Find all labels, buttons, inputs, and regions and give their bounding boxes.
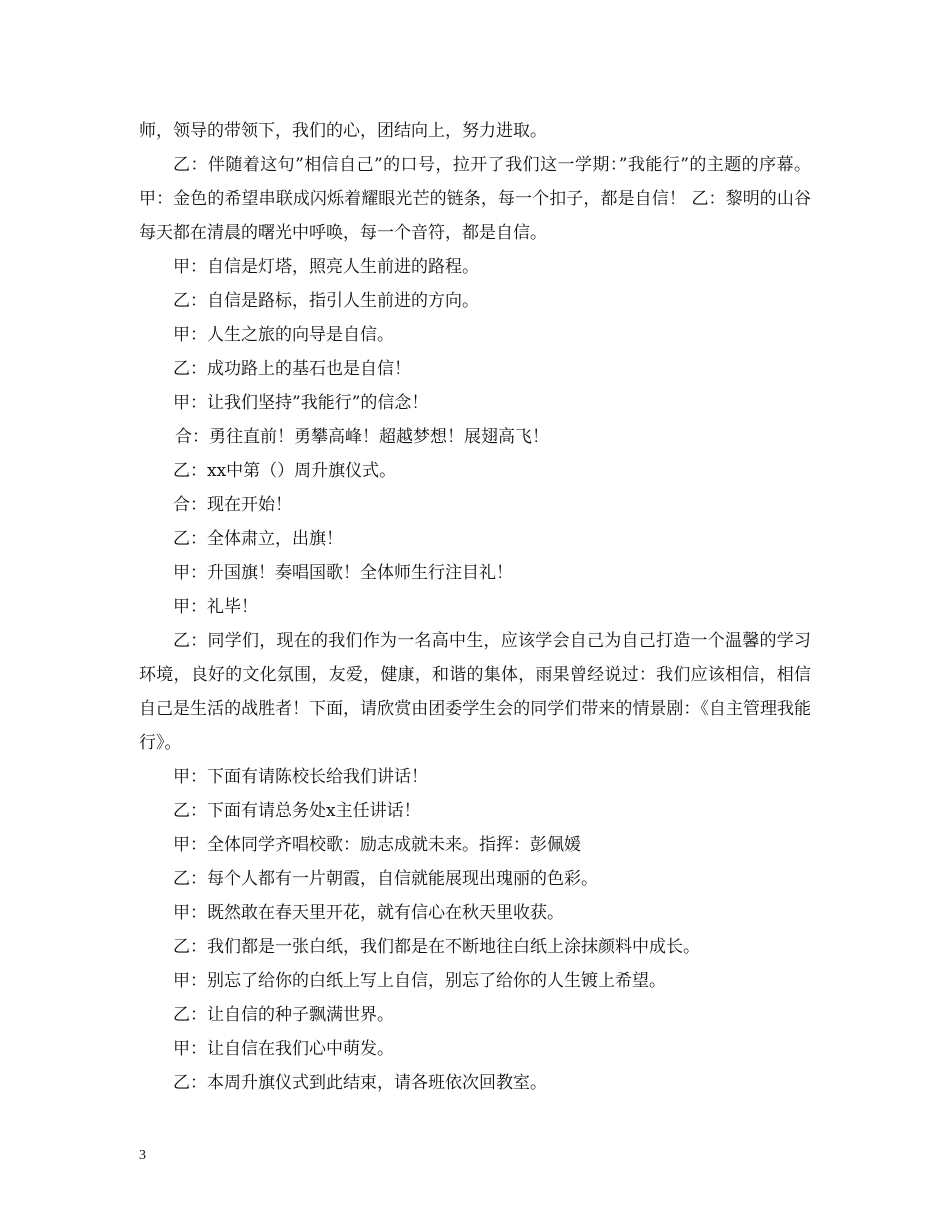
paragraph: 甲：让我们坚持”我能行”的信念！ [173, 393, 429, 413]
paragraph: 乙：每个人都有一片朝霞，自信就能展现出瑰丽的色彩。 [173, 869, 598, 889]
paragraph: 甲：礼毕！ [173, 597, 258, 617]
paragraph: 乙：我们都是一张白纸，我们都是在不断地往白纸上涂抹颜料中成长。 [173, 937, 700, 957]
paragraph: 乙：让自信的种子飘满世界。 [173, 1005, 394, 1025]
paragraph: 师，领导的带领下，我们的心，团结向上，努力进取。 [139, 121, 547, 141]
paragraph: 乙：自信是路标，指引人生前进的方向。 [173, 291, 479, 311]
page-number: 3 [139, 1148, 146, 1163]
paragraph: 甲：让自信在我们心中萌发。 [173, 1039, 394, 1059]
paragraph: 甲：下面有请陈校长给我们讲话！ [173, 767, 428, 787]
paragraph: 乙：同学们，现在的我们作为一名高中生，应该学会自己为自己打造一个温馨的学习环境，良好的文化氛围，友爱，健康，和谐的集体，雨果曾经说过：我们应该相信，相信自己是生活的战胜者！下面，请欣赏由团委学生会的同学们带来的情景剧：《自主管理我能行》。 [139, 631, 811, 753]
paragraph: 乙：本周升旗仪式到此结束，请各班依次回教室。 [173, 1073, 547, 1093]
paragraph: 合：勇往直前！勇攀高峰！超越梦想！展翅高飞！ [175, 427, 549, 447]
paragraph: 甲：全体同学齐唱校歌：励志成就未来。指挥：彭佩媛 [173, 835, 581, 855]
paragraph: 甲：升国旗！奏唱国歌！全体师生行注目礼！ [173, 563, 513, 583]
paragraph: 乙：成功路上的基石也是自信！ [173, 359, 411, 379]
paragraph: 乙：xx中第（）周升旗仪式。 [173, 461, 397, 481]
paragraph: 甲：别忘了给你的白纸上写上自信，别忘了给你的人生镀上希望。 [173, 971, 666, 991]
paragraph: 甲：既然敢在春天里开花，就有信心在秋天里收获。 [173, 903, 564, 923]
document-body [139, 114, 811, 1100]
paragraph: 合：现在开始！ [173, 495, 292, 515]
paragraph: 甲：人生之旅的向导是自信。 [173, 325, 394, 345]
paragraph: 乙：下面有请总务处x主任讲话！ [173, 801, 421, 821]
paragraph: 乙：全体肃立，出旗！ [173, 529, 343, 549]
paragraph: 乙：伴随着这句”相信自己”的口号，拉开了我们这一学期：”我能行”的主题的序幕。 甲：金色的希望串联成闪烁着耀眼光芒的链条，每一个扣子，都是自信！ 乙：黎明的山谷每天都在清晨的曙光中呼唤，每一个音符，都是自信。 [139, 155, 811, 243]
paragraph: 甲：自信是灯塔，照亮人生前进的路程。 [173, 257, 479, 277]
